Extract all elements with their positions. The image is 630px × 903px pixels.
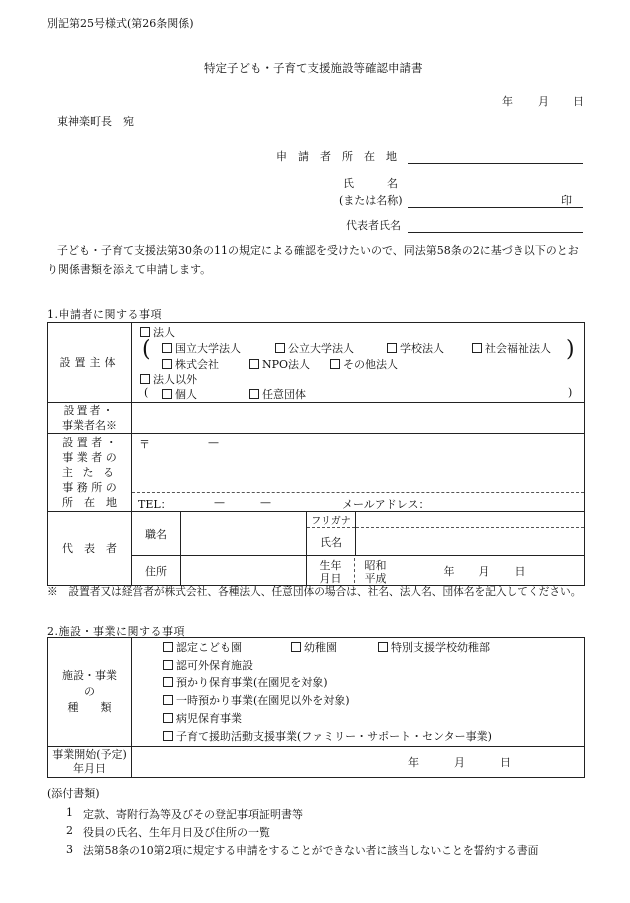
group-checkbox[interactable] [249, 389, 259, 399]
rep-name-label: 代表者氏名 [346, 219, 401, 232]
birth-sep-2 [354, 558, 355, 583]
office-label-5: 所 在 地 [62, 496, 117, 509]
start-year-label: 年 [408, 756, 419, 769]
date-day-label: 日 [573, 95, 584, 108]
attachment-2-text: 役員の氏名、生年月日及び住所の一覧 [83, 826, 270, 839]
section2-table [47, 637, 585, 778]
rep-address-text: 住所 [145, 564, 167, 578]
group-label: 任意団体 [262, 388, 306, 401]
school-corp-checkbox[interactable] [387, 343, 397, 353]
page-title: 特定子ども・子育て支援施設等確認申請書 [204, 61, 423, 75]
other-corp-checkbox[interactable] [330, 359, 340, 369]
unlicensed-care-checkbox[interactable] [163, 660, 173, 670]
rep-label-text: 代 表 者 [62, 542, 117, 555]
pub-univ-checkbox[interactable] [275, 343, 285, 353]
kodomoen-checkbox[interactable] [163, 642, 173, 652]
kindergarten-checkbox[interactable] [291, 642, 301, 652]
sick-child-care-label: 病児保育事業 [176, 712, 242, 725]
furigana-text: フリガナ [311, 516, 351, 527]
setup-label-text: 設置主体 [59, 356, 120, 369]
individual-checkbox[interactable] [162, 389, 172, 399]
applicant-name-label: 氏 名 [343, 177, 398, 190]
office-label-3: 主 た る [62, 466, 117, 479]
operator-name-label-2: 事業者名※ [62, 419, 117, 432]
setup-label [48, 323, 132, 403]
corp-label: 法人 [153, 326, 175, 339]
attachment-3-no: 3 [66, 843, 73, 856]
addressee: 東神楽町長 宛 [57, 115, 134, 128]
extended-care-label: 預かり保育事業(在園児を対象) [176, 676, 328, 689]
noncorp-checkbox[interactable] [140, 374, 150, 384]
rep-label [48, 512, 132, 586]
section2-heading: 2.施設・事業に関する事項 [47, 625, 185, 638]
date-year-label: 年 [502, 95, 513, 108]
birth-sep-1 [306, 556, 307, 585]
attachment-1-text: 定款、寄附行為等及びその登記事項証明書等 [83, 808, 303, 821]
era-showa[interactable]: 昭和 [364, 559, 387, 572]
npo-checkbox[interactable] [249, 359, 259, 369]
temporary-care-label: 一時預かり事業(在園児以外を対象) [176, 694, 350, 707]
birth-year-label: 年 [443, 565, 455, 578]
special-school-checkbox[interactable] [378, 642, 388, 652]
furigana-label [307, 512, 356, 528]
individual-label: 個人 [175, 388, 197, 401]
start-date-label-2: 年月日 [73, 762, 106, 775]
school-corp-label: 学校法人 [400, 342, 444, 355]
attachment-3-text: 法第58条の10第2項に規定する申請をすることができない者に該当しないことを誓約する書面 [83, 844, 539, 857]
email-label: メールアドレス： [342, 498, 430, 511]
start-date-label [48, 747, 132, 778]
job-title-label [132, 512, 181, 556]
welfare-corp-label: 社会福祉法人 [485, 342, 551, 355]
extended-care-checkbox[interactable] [163, 677, 173, 687]
rep-name-field[interactable] [408, 217, 583, 233]
rep-name-cell-field[interactable] [356, 528, 585, 556]
tel-dash-2: — [260, 496, 271, 509]
section1-table: 設置主体 法人 ( ) 国立大学法人 公立大学法人 学校法人 社会福祉法人 株式会社 NPO法人 その他法人 法人以外 ( ) 個人 任意団体 設置者・ 事業者名※ 設 置 者 ・ 事 業 者 の 主 た る 事 務 所 の 所 在 地 〒 — TEL： — — メールアドレス： 代 表 者 職名 フリガナ 氏名 住所 生年 月日 昭和 平成 年 月 日 [47, 322, 585, 586]
start-month-label: 月 [454, 756, 465, 769]
facility-type-label-3: 種 類 [67, 701, 112, 714]
unlicensed-care-label: 認可外保育施設 [176, 659, 253, 672]
attachments-heading: (添付書類) [47, 787, 100, 800]
start-day-label: 日 [500, 756, 511, 769]
start-date-field[interactable] [132, 747, 584, 777]
facility-type-label [48, 638, 132, 747]
tel-label: TEL： [138, 498, 172, 511]
office-label [48, 434, 132, 512]
postal-mark: 〒 [139, 438, 150, 451]
attachment-1-no: 1 [66, 806, 73, 819]
furigana-field[interactable] [356, 512, 585, 528]
birth-month-label: 月 [478, 565, 490, 578]
section1-heading: 1.申請者に関する事項 [47, 308, 162, 321]
tel-dash-1: — [214, 496, 225, 509]
section1-note: ※ 設置者又は経営者が株式会社、各種法人、任意団体の場合は、社名、法人名、団体名を記入してください。 [47, 585, 582, 598]
attachment-2-no: 2 [66, 824, 73, 837]
office-label-4: 事 務 所 の [62, 481, 117, 494]
tel-divider [132, 492, 584, 493]
other-corp-label: その他法人 [343, 358, 398, 371]
noncorp-label: 法人以外 [153, 373, 197, 386]
facility-type-label-2: の [84, 685, 95, 698]
family-support-label: 子育て援助活動支援事業(ファミリー・サポート・センター事業) [176, 730, 492, 743]
operator-name-field[interactable] [132, 403, 585, 434]
pub-univ-label: 公立大学法人 [288, 342, 354, 355]
rep-name-label-cell [307, 528, 356, 556]
job-title-text: 職名 [145, 527, 167, 541]
rep-address-label [132, 556, 181, 586]
intro-text: 子ども・子育て支援法第30条の11の規定による確認を受けたいので、同法第58条の2に基づき以下のとおり関係書類を添えて申請します。 [47, 244, 579, 276]
temporary-care-checkbox[interactable] [163, 695, 173, 705]
applicant-name-field[interactable] [408, 192, 583, 208]
special-school-label: 特別支援学校幼稚部 [391, 641, 490, 654]
office-label-1: 設 置 者 ・ [62, 436, 117, 449]
date-month-label: 月 [538, 95, 549, 108]
start-date-label-1: 事業開始(予定) [52, 748, 127, 761]
rep-address-field[interactable] [181, 556, 307, 586]
corp-checkbox[interactable] [140, 327, 150, 337]
seal-mark: 印 [561, 194, 572, 207]
operator-name-label-1: 設置者・ [63, 404, 116, 417]
birth-day-label: 日 [514, 565, 526, 578]
sick-child-care-checkbox[interactable] [163, 713, 173, 723]
family-support-checkbox[interactable] [163, 731, 173, 741]
kk-checkbox[interactable] [162, 359, 172, 369]
job-title-field[interactable] [181, 512, 307, 556]
rep-name-text: 氏名 [320, 535, 342, 549]
postal-dash: — [208, 436, 219, 449]
form-number: 別記第25号様式(第26条関係) [47, 17, 194, 30]
nat-univ-checkbox[interactable] [162, 343, 172, 353]
applicant-address-label: 申 請 者 所 在 地 [276, 150, 397, 163]
welfare-corp-checkbox[interactable] [472, 343, 482, 353]
kodomoen-label: 認定こども園 [176, 641, 242, 654]
birth-label-2: 月日 [319, 572, 342, 585]
applicant-address-field[interactable] [408, 148, 583, 164]
kk-label: 株式会社 [175, 358, 219, 371]
applicant-name-sub-label: (または名称) [339, 194, 403, 207]
kindergarten-label: 幼稚園 [304, 641, 337, 654]
birth-label-1: 生年 [319, 559, 342, 572]
facility-type-label-1: 施設・事業 [62, 669, 117, 682]
office-label-2: 事 業 者 の [62, 451, 117, 464]
nat-univ-label: 国立大学法人 [175, 342, 241, 355]
operator-name-label [48, 403, 132, 434]
npo-label: NPO法人 [262, 358, 311, 371]
era-heisei[interactable]: 平成 [364, 572, 387, 585]
